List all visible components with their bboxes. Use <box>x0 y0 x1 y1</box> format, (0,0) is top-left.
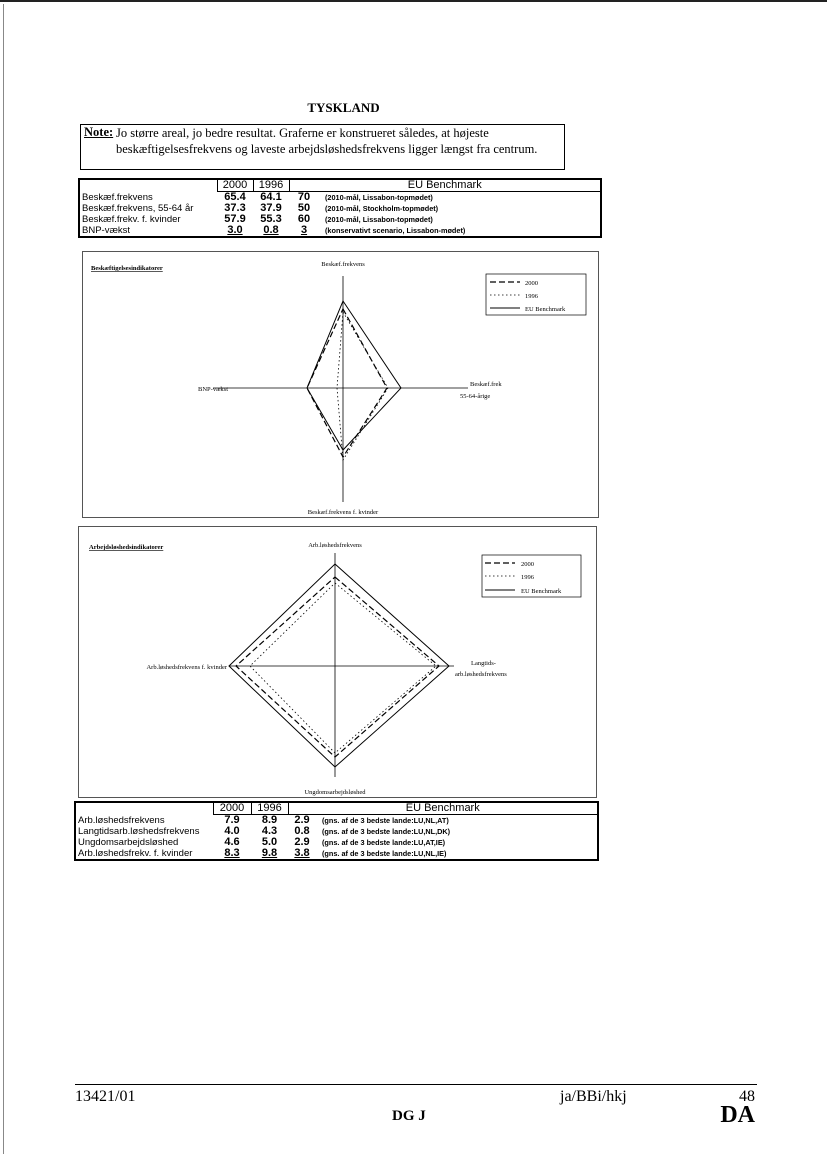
page-number: 48 <box>739 1088 755 1105</box>
legend-2000: 2000 <box>525 280 538 287</box>
value-2000: 4.6 <box>224 836 240 848</box>
benchmark-value: 60 <box>297 213 311 225</box>
series-2000 <box>236 577 439 757</box>
benchmark-desc: (gns. af de 3 bedste lande:LU,NL,DK) <box>322 827 451 836</box>
table-row <box>79 214 601 225</box>
directorate: DG J <box>392 1108 426 1124</box>
header-2000: 2000 <box>217 179 253 192</box>
row-label: Arb.løshedsfrekv. f. kvinder <box>78 848 193 859</box>
chart-legend <box>486 274 586 315</box>
benchmark-value: 70 <box>297 191 311 203</box>
table-row <box>75 826 598 837</box>
table-row <box>75 837 598 848</box>
unemployment-radar-chart <box>78 526 597 798</box>
table-row <box>75 815 598 827</box>
value-1996: 0.8 <box>263 224 279 236</box>
benchmark-series <box>229 564 449 767</box>
axis-label-left: Arb.løshedsfrekvens f. kvinder <box>146 664 227 671</box>
legend-benchmark: EU Benchmark <box>521 588 562 595</box>
row-label: BNP-vækst <box>82 225 131 236</box>
table-row <box>79 192 601 204</box>
row-label: Langtidsarb.løshedsfrekvens <box>78 826 200 837</box>
axis-label-left: BNP-vækst <box>198 386 228 393</box>
benchmark-desc: (2010-mål, Lissabon-topmødet) <box>325 215 433 224</box>
top-border <box>0 0 827 2</box>
legend-1996: 1996 <box>521 574 534 581</box>
table-row <box>79 225 601 237</box>
table-row <box>75 848 598 860</box>
axis-label-right-1: Beskæf.frek <box>470 381 502 388</box>
header-benchmark: EU Benchmark <box>289 179 601 192</box>
benchmark-desc: (2010-mål, Lissabon-topmødet) <box>325 193 433 202</box>
initials: ja/BBi/hkj <box>560 1088 627 1105</box>
row-label: Beskæf.frekvens <box>82 191 153 203</box>
header-2000: 2000 <box>213 802 251 815</box>
note-text: Jo større areal, jo bedre resultat. Graferne er konstrueret således, at højeste beskæftigelsesfrekvens og laveste arbejdsløshedsfrekvens ligger længst fra centrum. <box>116 126 538 156</box>
series-2000 <box>307 309 387 457</box>
value-2000: 7.9 <box>224 814 240 826</box>
value-2000: 37.3 <box>224 202 246 214</box>
value-1996: 55.3 <box>260 213 282 225</box>
chart-title: Arbejdsløshedsindikatorer <box>89 544 164 551</box>
value-1996: 64.1 <box>260 191 282 203</box>
value-1996: 5.0 <box>261 836 278 848</box>
table-header-row <box>79 179 601 192</box>
value-2000: 65.4 <box>224 191 246 203</box>
row-label: Beskæf.frekv. f. kvinder <box>82 214 181 225</box>
benchmark-desc: (konservativt scenario, Lissabon-mødet) <box>325 226 466 235</box>
chart-title: Beskæftigelsesindikatorer <box>91 265 163 272</box>
legend-benchmark: EU Benchmark <box>525 306 566 313</box>
table-header-row <box>75 802 598 815</box>
legend-1996: 1996 <box>525 293 538 300</box>
unemployment-radar-svg <box>79 527 596 797</box>
benchmark-value: 2.9 <box>294 814 310 826</box>
value-1996: 37.9 <box>260 202 282 214</box>
doc-number: 13421/01 <box>75 1088 136 1105</box>
employment-table <box>78 178 602 238</box>
axis-label-right-1: Langtids- <box>471 660 496 667</box>
row-label: Beskæf.frekvens, 55-64 år <box>82 203 194 214</box>
benchmark-value: 3.8 <box>294 847 310 859</box>
benchmark-value: 0.8 <box>294 825 310 837</box>
employment-radar-chart <box>82 251 599 518</box>
axis-label-bottom: Beskæf.frekvens f. kvinder <box>307 509 379 516</box>
value-1996: 8.9 <box>261 814 278 826</box>
axis-label-top: Beskæf.frekvens <box>321 261 365 268</box>
row-label: Ungdomsarbejdsløshed <box>78 837 179 848</box>
header-benchmark: EU Benchmark <box>288 802 598 815</box>
left-border <box>3 4 4 1154</box>
header-1996: 1996 <box>253 179 289 192</box>
language-code: DA <box>720 1102 755 1128</box>
unemployment-table <box>74 801 599 861</box>
note-box <box>80 124 565 170</box>
note-label: Note: <box>84 125 114 139</box>
axis-label-bottom: Ungdomsarbejdsløshed <box>304 789 366 796</box>
benchmark-desc: (gns. af de 3 bedste lande:LU,AT,IE) <box>322 838 446 847</box>
header-1996: 1996 <box>251 802 288 815</box>
value-2000: 4.0 <box>224 825 240 837</box>
axis-label-top: Arb.løshedsfrekvens <box>308 542 362 549</box>
value-1996: 4.3 <box>261 825 278 837</box>
value-1996: 9.8 <box>261 847 278 859</box>
row-label: Arb.løshedsfrekvens <box>78 814 165 826</box>
axis-label-right-2: arb.løshedsfrekvens <box>455 671 507 678</box>
benchmark-desc: (gns. af de 3 bedste lande:LU,NL,IE) <box>322 849 447 858</box>
series-1996 <box>337 312 388 460</box>
employment-radar-svg <box>83 252 598 517</box>
series-1996 <box>250 583 436 753</box>
benchmark-desc: (2010-mål, Stockholm-topmødet) <box>325 204 439 213</box>
benchmark-value: 50 <box>297 202 311 214</box>
table-row <box>79 203 601 214</box>
value-2000: 3.0 <box>227 224 243 236</box>
axis-label-right-2: 55-64-årige <box>460 393 491 400</box>
benchmark-value: 3 <box>300 224 308 236</box>
value-2000: 57.9 <box>224 213 246 225</box>
value-2000: 8.3 <box>224 847 240 859</box>
chart-legend <box>482 555 581 597</box>
legend-2000: 2000 <box>521 561 534 568</box>
benchmark-value: 2.9 <box>294 836 310 848</box>
benchmark-desc: (gns. af de 3 bedste lande:LU,NL,AT) <box>322 816 449 825</box>
page-title: TYSKLAND <box>307 100 380 115</box>
footer-rule <box>75 1084 757 1085</box>
benchmark-series <box>307 301 401 450</box>
